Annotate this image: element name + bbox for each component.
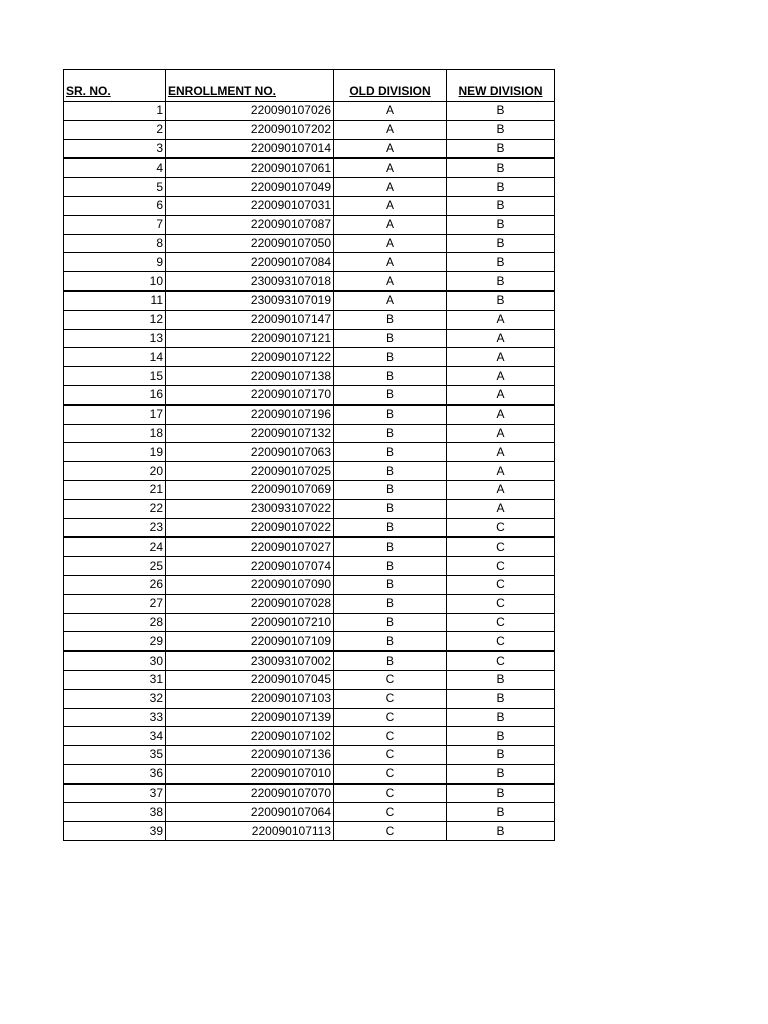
cell-sr-no: 27 <box>64 594 166 613</box>
cell-new-division: C <box>447 557 555 576</box>
table-row <box>64 670 555 689</box>
cell-old-division: B <box>334 537 447 556</box>
cell-sr-no: 25 <box>64 557 166 576</box>
table-row <box>64 613 555 632</box>
table-row <box>64 102 555 121</box>
cell-sr-no: 3 <box>64 139 166 158</box>
cell-new-division: A <box>447 443 555 462</box>
cell-new-division: B <box>447 120 555 139</box>
cell-enrollment-no: 220090107014 <box>166 139 334 158</box>
cell-old-division: B <box>334 575 447 594</box>
table-row <box>64 178 555 197</box>
table-row <box>64 784 555 803</box>
cell-sr-no: 9 <box>64 253 166 272</box>
cell-enrollment-no: 220090107049 <box>166 178 334 197</box>
cell-sr-no: 18 <box>64 424 166 443</box>
cell-enrollment-no: 220090107102 <box>166 727 334 746</box>
cell-old-division: C <box>334 746 447 765</box>
cell-enrollment-no: 220090107122 <box>166 348 334 367</box>
table-row <box>64 480 555 499</box>
cell-new-division: B <box>447 727 555 746</box>
cell-old-division: B <box>334 557 447 576</box>
cell-new-division: A <box>447 480 555 499</box>
cell-enrollment-no: 220090107170 <box>166 385 334 404</box>
cell-old-division: B <box>334 651 447 670</box>
cell-enrollment-no: 220090107132 <box>166 424 334 443</box>
cell-new-division: C <box>447 613 555 632</box>
cell-sr-no: 21 <box>64 480 166 499</box>
table-row <box>64 385 555 404</box>
cell-sr-no: 16 <box>64 385 166 404</box>
table-row <box>64 632 555 651</box>
cell-old-division: B <box>334 518 447 537</box>
cell-old-division: C <box>334 689 447 708</box>
table-row <box>64 462 555 481</box>
cell-enrollment-no: 220090107050 <box>166 234 334 253</box>
cell-new-division: B <box>447 139 555 158</box>
table-row <box>64 557 555 576</box>
cell-new-division: B <box>447 102 555 121</box>
cell-sr-no: 14 <box>64 348 166 367</box>
cell-enrollment-no: 220090107027 <box>166 537 334 556</box>
cell-old-division: B <box>334 310 447 329</box>
header-old-division: OLD DIVISION <box>334 70 447 102</box>
table-row <box>64 746 555 765</box>
cell-old-division: A <box>334 291 447 310</box>
table-row <box>64 594 555 613</box>
table-row <box>64 272 555 291</box>
table-row <box>64 405 555 424</box>
cell-new-division: A <box>447 424 555 443</box>
cell-sr-no: 26 <box>64 575 166 594</box>
table-row <box>64 120 555 139</box>
cell-old-division: A <box>334 272 447 291</box>
cell-new-division: B <box>447 670 555 689</box>
cell-old-division: B <box>334 443 447 462</box>
table-row <box>64 764 555 783</box>
cell-new-division: A <box>447 385 555 404</box>
cell-enrollment-no: 220090107045 <box>166 670 334 689</box>
table-row <box>64 708 555 727</box>
cell-enrollment-no: 220090107010 <box>166 764 334 783</box>
cell-sr-no: 2 <box>64 120 166 139</box>
cell-enrollment-no: 220090107063 <box>166 443 334 462</box>
cell-new-division: B <box>447 215 555 234</box>
cell-enrollment-no: 220090107196 <box>166 405 334 424</box>
cell-old-division: B <box>334 594 447 613</box>
cell-old-division: B <box>334 385 447 404</box>
cell-sr-no: 36 <box>64 764 166 783</box>
cell-old-division: C <box>334 803 447 822</box>
cell-enrollment-no: 220090107064 <box>166 803 334 822</box>
cell-enrollment-no: 220090107109 <box>166 632 334 651</box>
table-row <box>64 803 555 822</box>
cell-enrollment-no: 220090107210 <box>166 613 334 632</box>
cell-sr-no: 20 <box>64 462 166 481</box>
cell-new-division: B <box>447 746 555 765</box>
table-row <box>64 822 555 841</box>
cell-sr-no: 37 <box>64 784 166 803</box>
cell-sr-no: 28 <box>64 613 166 632</box>
table-row <box>64 215 555 234</box>
cell-sr-no: 24 <box>64 537 166 556</box>
cell-sr-no: 29 <box>64 632 166 651</box>
cell-old-division: A <box>334 102 447 121</box>
cell-sr-no: 6 <box>64 196 166 215</box>
cell-new-division: B <box>447 291 555 310</box>
cell-new-division: A <box>447 367 555 386</box>
cell-enrollment-no: 230093107019 <box>166 291 334 310</box>
cell-sr-no: 19 <box>64 443 166 462</box>
cell-new-division: A <box>447 348 555 367</box>
cell-sr-no: 11 <box>64 291 166 310</box>
cell-new-division: C <box>447 575 555 594</box>
cell-sr-no: 17 <box>64 405 166 424</box>
cell-new-division: C <box>447 651 555 670</box>
cell-old-division: C <box>334 727 447 746</box>
table-row <box>64 291 555 310</box>
table-row <box>64 158 555 177</box>
cell-old-division: B <box>334 499 447 518</box>
cell-sr-no: 15 <box>64 367 166 386</box>
cell-enrollment-no: 220090107025 <box>166 462 334 481</box>
table-row <box>64 310 555 329</box>
cell-new-division: A <box>447 310 555 329</box>
cell-old-division: C <box>334 784 447 803</box>
header-sr-no: SR. NO. <box>64 70 166 102</box>
cell-old-division: A <box>334 158 447 177</box>
cell-new-division: A <box>447 329 555 348</box>
cell-enrollment-no: 220090107028 <box>166 594 334 613</box>
cell-enrollment-no: 220090107090 <box>166 575 334 594</box>
table-row <box>64 367 555 386</box>
cell-sr-no: 8 <box>64 234 166 253</box>
cell-new-division: B <box>447 708 555 727</box>
cell-new-division: B <box>447 158 555 177</box>
cell-sr-no: 34 <box>64 727 166 746</box>
cell-sr-no: 31 <box>64 670 166 689</box>
table-row <box>64 139 555 158</box>
cell-enrollment-no: 220090107069 <box>166 480 334 499</box>
cell-enrollment-no: 220090107070 <box>166 784 334 803</box>
table-row <box>64 575 555 594</box>
cell-new-division: B <box>447 764 555 783</box>
cell-new-division: B <box>447 803 555 822</box>
cell-new-division: C <box>447 632 555 651</box>
table-row <box>64 234 555 253</box>
cell-enrollment-no: 220090107061 <box>166 158 334 177</box>
cell-old-division: B <box>334 424 447 443</box>
cell-old-division: A <box>334 139 447 158</box>
cell-old-division: C <box>334 822 447 841</box>
cell-new-division: C <box>447 594 555 613</box>
table-row <box>64 424 555 443</box>
cell-sr-no: 5 <box>64 178 166 197</box>
cell-sr-no: 1 <box>64 102 166 121</box>
cell-enrollment-no: 220090107074 <box>166 557 334 576</box>
cell-enrollment-no: 220090107084 <box>166 253 334 272</box>
cell-enrollment-no: 230093107022 <box>166 499 334 518</box>
cell-sr-no: 23 <box>64 518 166 537</box>
cell-sr-no: 7 <box>64 215 166 234</box>
cell-enrollment-no: 220090107138 <box>166 367 334 386</box>
cell-sr-no: 35 <box>64 746 166 765</box>
cell-new-division: B <box>447 272 555 291</box>
cell-old-division: A <box>334 234 447 253</box>
cell-old-division: A <box>334 120 447 139</box>
cell-sr-no: 13 <box>64 329 166 348</box>
cell-enrollment-no: 230093107002 <box>166 651 334 670</box>
cell-enrollment-no: 220090107121 <box>166 329 334 348</box>
cell-sr-no: 22 <box>64 499 166 518</box>
cell-old-division: A <box>334 253 447 272</box>
cell-enrollment-no: 220090107022 <box>166 518 334 537</box>
cell-new-division: A <box>447 462 555 481</box>
cell-sr-no: 4 <box>64 158 166 177</box>
cell-enrollment-no: 220090107202 <box>166 120 334 139</box>
table-row <box>64 329 555 348</box>
cell-enrollment-no: 220090107031 <box>166 196 334 215</box>
cell-new-division: C <box>447 518 555 537</box>
cell-old-division: B <box>334 367 447 386</box>
division-table <box>63 69 555 841</box>
cell-enrollment-no: 220090107147 <box>166 310 334 329</box>
table-row <box>64 518 555 537</box>
cell-sr-no: 38 <box>64 803 166 822</box>
table-row <box>64 727 555 746</box>
cell-old-division: B <box>334 348 447 367</box>
cell-enrollment-no: 220090107026 <box>166 102 334 121</box>
table-body <box>64 102 555 841</box>
cell-new-division: A <box>447 405 555 424</box>
header-new-division: NEW DIVISION <box>447 70 555 102</box>
cell-new-division: B <box>447 178 555 197</box>
cell-new-division: B <box>447 196 555 215</box>
cell-enrollment-no: 220090107139 <box>166 708 334 727</box>
cell-old-division: A <box>334 215 447 234</box>
cell-old-division: B <box>334 480 447 499</box>
table-row <box>64 348 555 367</box>
cell-enrollment-no: 230093107018 <box>166 272 334 291</box>
header-row <box>64 70 555 102</box>
table-row <box>64 689 555 708</box>
cell-new-division: A <box>447 499 555 518</box>
cell-new-division: B <box>447 253 555 272</box>
table-row <box>64 443 555 462</box>
cell-old-division: C <box>334 708 447 727</box>
cell-old-division: C <box>334 670 447 689</box>
cell-enrollment-no: 220090107113 <box>166 822 334 841</box>
header-enrollment-no: ENROLLMENT NO. <box>166 70 334 102</box>
cell-sr-no: 12 <box>64 310 166 329</box>
cell-sr-no: 33 <box>64 708 166 727</box>
cell-old-division: B <box>334 613 447 632</box>
table-row <box>64 499 555 518</box>
cell-old-division: B <box>334 405 447 424</box>
cell-new-division: B <box>447 689 555 708</box>
cell-sr-no: 39 <box>64 822 166 841</box>
cell-enrollment-no: 220090107103 <box>166 689 334 708</box>
cell-enrollment-no: 220090107136 <box>166 746 334 765</box>
table-row <box>64 537 555 556</box>
cell-old-division: A <box>334 196 447 215</box>
cell-new-division: B <box>447 784 555 803</box>
table-row <box>64 651 555 670</box>
cell-new-division: C <box>447 537 555 556</box>
cell-sr-no: 10 <box>64 272 166 291</box>
cell-old-division: B <box>334 632 447 651</box>
cell-new-division: B <box>447 234 555 253</box>
table-row <box>64 253 555 272</box>
cell-new-division: B <box>447 822 555 841</box>
table-row <box>64 196 555 215</box>
cell-old-division: B <box>334 462 447 481</box>
cell-old-division: C <box>334 764 447 783</box>
cell-enrollment-no: 220090107087 <box>166 215 334 234</box>
cell-old-division: B <box>334 329 447 348</box>
cell-sr-no: 32 <box>64 689 166 708</box>
cell-sr-no: 30 <box>64 651 166 670</box>
cell-old-division: A <box>334 178 447 197</box>
